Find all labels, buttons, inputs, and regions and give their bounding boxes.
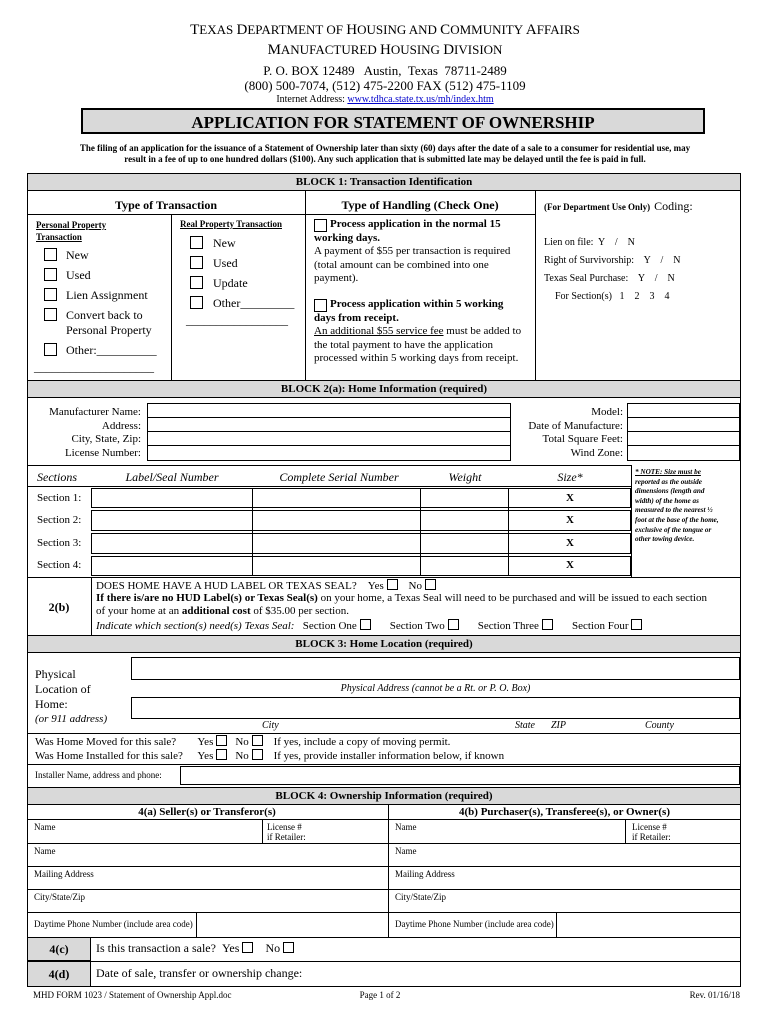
personal-new-checkbox[interactable] [44, 248, 57, 261]
personal-used-checkbox[interactable] [44, 268, 57, 281]
type-of-transaction-heading: Type of Transaction [114, 198, 217, 212]
section-3-label: Section 3: [37, 537, 82, 549]
block2a-heading: BLOCK 2(a): Home Information (required) [27, 380, 741, 398]
col-serial: Complete Serial Number [279, 470, 399, 484]
for-sections: For Section(s) 1 2 3 4 [555, 291, 670, 302]
county-hint: County [645, 720, 674, 731]
manufacturer-info-field[interactable] [147, 403, 511, 461]
seal-section-one-checkbox[interactable] [360, 619, 371, 630]
footer-page-number: Page 1 of 2 [359, 990, 401, 1000]
section-1-size-x: X [566, 492, 574, 504]
installer-label: Installer Name, address and phone: [35, 770, 162, 780]
section-3-size-x: X [566, 537, 574, 549]
section-2-size-x: X [566, 514, 574, 526]
personal-other-label[interactable]: Other:__________ [66, 343, 157, 357]
personal-convert-checkbox[interactable] [44, 308, 57, 321]
block1-heading: BLOCK 1: Transaction Identification [27, 173, 741, 191]
hud-yes-checkbox[interactable] [387, 579, 398, 590]
purchaser-phone-label: Daytime Phone Number (include area code) [395, 919, 554, 929]
purchaser-name-2-label: Name [395, 846, 417, 856]
col-label-seal: Label/Seal Number [125, 470, 219, 484]
personal-used-label: Used [66, 268, 91, 282]
size-note: * NOTE: Size must be reported as the outside dimensions (length and width) of the home as measured to the nearest ½ foot at the base of the home, exclusive of the tongue or other towing device. [635, 468, 719, 544]
phone-numbers: (800) 500-7074, (512) 475-2200 FAX (512) 475-1109 [244, 78, 526, 93]
purchaser-mailing-label: Mailing Address [395, 869, 455, 879]
col-weight: Weight [448, 470, 482, 484]
section-4-label: Section 4: [37, 559, 82, 571]
personal-lien-assignment-checkbox[interactable] [44, 288, 57, 301]
real-used-checkbox[interactable] [190, 256, 203, 269]
seal-sections-line: Indicate which section(s) need(s) Texas Seal: Section One Section Two Section Three Section Four [96, 619, 642, 632]
block4d-label: 4(d) [27, 961, 91, 987]
sale-question: Is this transaction a sale? Yes No [96, 941, 294, 956]
real-new-checkbox[interactable] [190, 236, 203, 249]
purchaser-name-label: Name [395, 822, 417, 832]
real-other-line[interactable]: _________________ [186, 313, 288, 327]
seal-requirement-line2: of your home at an additional cost of $35.00 per section. [96, 605, 349, 617]
col-sections: Sections [37, 470, 77, 484]
section-4-size-x: X [566, 559, 574, 571]
real-property-heading: Real Property Transaction [180, 219, 282, 229]
seller-phone-label: Daytime Phone Number (include area code) [34, 919, 193, 929]
texas-seal-purchase: Texas Seal Purchase: Y / N [544, 273, 675, 284]
city-hint: City [262, 720, 279, 731]
seal-section-three-checkbox[interactable] [542, 619, 553, 630]
state-hint: State [515, 720, 535, 731]
installer-field[interactable] [180, 766, 740, 785]
seal-requirement-line1: If there is/are no HUD Label(s) or Texas Seal(s) on your home, a Texas Seal will need to be purchased and will be issued to each section [96, 592, 707, 604]
personal-new-label: New [66, 248, 89, 262]
sale-no-checkbox[interactable] [283, 942, 294, 953]
sale-yes-checkbox[interactable] [242, 942, 253, 953]
block3-heading: BLOCK 3: Home Location (required) [27, 635, 741, 653]
hud-no-checkbox[interactable] [425, 579, 436, 590]
hud-label-question: DOES HOME HAVE A HUD LABEL OR TEXAS SEAL? Yes No [96, 579, 436, 592]
moved-no-checkbox[interactable] [252, 735, 263, 746]
physical-location-label: Physical Location of Home: (or 911 address) [35, 667, 108, 725]
real-used-label: Used [213, 256, 238, 270]
real-new-label: New [213, 236, 236, 250]
seal-section-two-checkbox[interactable] [448, 619, 459, 630]
personal-other-line[interactable]: ____________________ [34, 360, 154, 374]
right-of-survivorship: Right of Survivorship: Y / N [544, 255, 681, 266]
installed-no-checkbox[interactable] [252, 749, 263, 760]
section-2-label: Section 2: [37, 514, 82, 526]
seller-name-label: Name [34, 822, 56, 832]
seller-heading: 4(a) Seller(s) or Transferor(s) [138, 806, 276, 818]
seller-city-label: City/State/Zip [34, 892, 85, 902]
installed-yes-checkbox[interactable] [216, 749, 227, 760]
personal-property-heading: Personal Property Transaction [36, 220, 107, 242]
physical-address-field[interactable] [131, 657, 740, 680]
footer-form-name: MHD FORM 1023 / Statement of Ownership Appl.doc [33, 990, 232, 1000]
purchaser-city-label: City/State/Zip [395, 892, 446, 902]
personal-convert-label: Convert back to Personal Property [66, 308, 152, 337]
dept-use-heading: (For Department Use Only) Coding: [544, 199, 693, 213]
home-moved-question: Was Home Moved for this sale? Yes No If yes, include a copy of moving permit. [35, 736, 451, 748]
internet-address: Internet Address: www.tdhca.state.tx.us/mh/index.htm [276, 94, 494, 105]
rush-handling-text: Process application within 5 working days from receipt. An additional $55 service fee must be added to the total payment to have the application processed within 5 working days from receipt. [314, 298, 522, 364]
model-info-field[interactable] [627, 403, 740, 461]
personal-lien-assignment-label: Lien Assignment [66, 288, 148, 302]
purchaser-heading: 4(b) Purchaser(s), Transferee(s), or Owner(s) [459, 806, 670, 818]
footer-revision: Rev. 01/16/18 [689, 990, 740, 1000]
agency-name: TEXAS DEPARTMENT OF HOUSING AND COMMUNITY AFFAIRS [190, 22, 580, 38]
type-of-handling-heading: Type of Handling (Check One) [341, 198, 499, 212]
moved-yes-checkbox[interactable] [216, 735, 227, 746]
home-info-left-labels: Manufacturer Name: Address: City, State, Zip: License Number: [49, 406, 141, 459]
home-info-right-labels: Model: Date of Manufacture: Total Square Feet: Wind Zone: [528, 406, 623, 459]
col-size: Size* [557, 470, 583, 484]
purchaser-license-label: License # if Retailer: [632, 822, 671, 842]
real-update-checkbox[interactable] [190, 276, 203, 289]
block4-heading: BLOCK 4: Ownership Information (required) [27, 787, 741, 805]
real-update-label: Update [213, 276, 248, 290]
form-title: APPLICATION FOR STATEMENT OF OWNERSHIP [81, 108, 705, 134]
mailing-address: P. O. BOX 12489 Austin, Texas 78711-2489 [263, 63, 507, 78]
physical-address-hint: Physical Address (cannot be a Rt. or P. O. Box) [340, 683, 531, 694]
home-installed-question: Was Home Installed for this sale? Yes No If yes, provide installer information below, if known [35, 750, 505, 762]
date-of-sale-question: Date of sale, transfer or ownership change: [96, 966, 303, 980]
block2b-label: 2(b) [48, 600, 70, 614]
section-1-label: Section 1: [37, 492, 82, 504]
seller-license-label: License # if Retailer: [267, 822, 306, 842]
real-other-checkbox[interactable] [190, 296, 203, 309]
seller-name-2-label: Name [34, 846, 56, 856]
normal-handling-text: Process application in the normal 15 working days. A payment of $55 per transaction is required (total amount can be combined into one payment). [314, 218, 511, 284]
real-other-label[interactable]: Other_________ [213, 296, 295, 310]
zip-hint: ZIP [551, 720, 566, 731]
personal-other-checkbox[interactable] [44, 343, 57, 356]
division-name: MANUFACTURED HOUSING DIVISION [267, 42, 503, 58]
seal-section-four-checkbox[interactable] [631, 619, 642, 630]
lien-on-file: Lien on file: Y / N [544, 237, 635, 248]
city-state-zip-county-field[interactable] [131, 697, 740, 719]
website-link[interactable]: www.tdhca.state.tx.us/mh/index.htm [347, 94, 494, 105]
late-fee-notice: The filing of an application for the issuance of a Statement of Ownership later than sixty (60) days after the date of a sale to a consumer for residential use, may result in a fee of up to one hundred dollars ($100). Any such application that is submitted late may be delayed until the fee is paid in full. [79, 143, 691, 164]
seller-mailing-label: Mailing Address [34, 869, 94, 879]
block4c-label: 4(c) [27, 937, 91, 961]
